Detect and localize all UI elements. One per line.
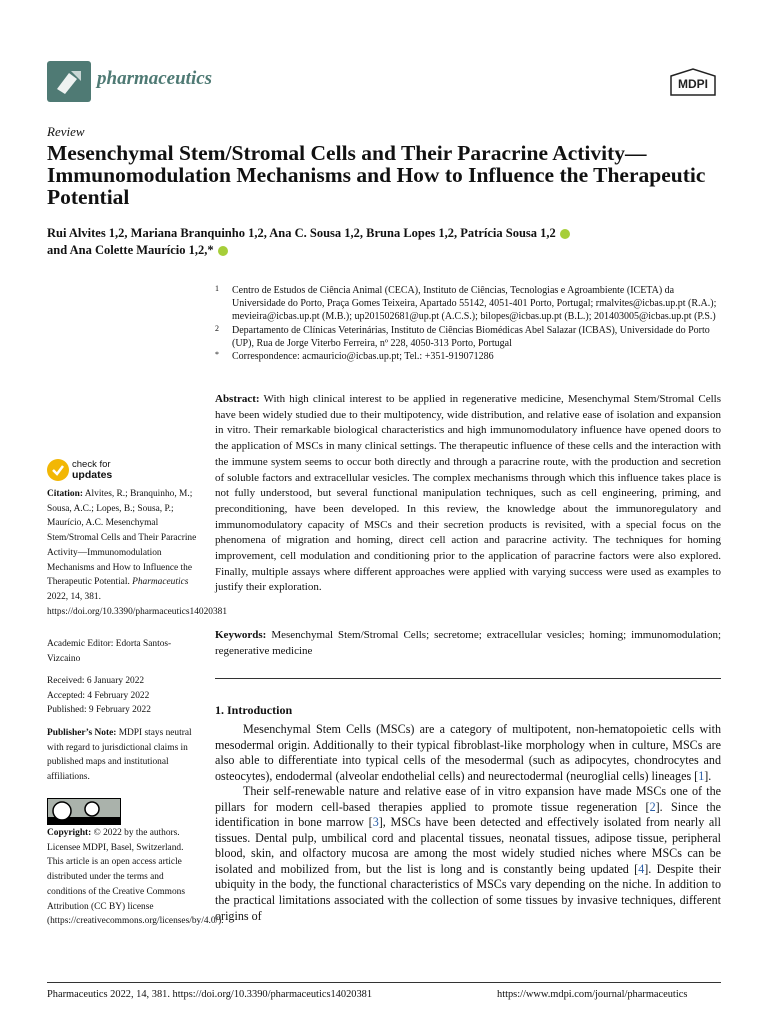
affiliation-text: Correspondence: acmauricio@icbas.up.pt; Tel.: +351-919071286 [232,351,494,363]
affiliation-1 [215,284,725,324]
authors-line-2: and Ana Colette Maurício 1,2,* [47,243,214,257]
orcid-icon[interactable] [218,246,228,256]
affiliation-mark: 2 [215,323,219,333]
citation-text: Alvites, R.; Branquinho, M.; Sousa, A.C.; Lopes, B.; Sousa, P.; Maurício, A.C. Mesenchymal Stem/Stromal Cells and Their Paracrine Activity—Immunomodulation Mechanisms and How to Influence the Therapeutic Potential. [47,489,197,588]
text-run: ], MSCs have been detected and effectively isolated from nearly all tissues. Dental pulp, umbilical cord and placental tissues, neonatal tissues, adipose tissue, peripheral blood, skin, and olfactory mucosa are among the most widely studied niches where MSCs can be isolated and mobilized from, but the list is long and is constantly being updated [ [215,815,721,876]
article-type: Review [47,124,85,139]
mdpi-logo-icon[interactable] [668,68,718,98]
academic-editor: Academic Editor: Edorta Santos-Vizcaino [47,639,172,664]
keywords [215,628,721,659]
section-heading: 1. Introduction [215,703,293,717]
copyright-label: Copyright: [47,828,92,838]
abstract-text: With high clinical interest to be applied in regenerative medicine, Mesenchymal Stem/Stromal Cells have been widely studied due to their multipotency, wide distribution, and relative ease of isolation and expansion in vitro. Their remarkable biological characteristics and high immunomodulatory influence have opened doors to the application of MSCs in many clinical settings. The therapeutic influence of these cells and the interaction with the immune system seems to occur both directly and through a paracrine route, with the production and secretion of soluble factors and extracellular vesicles. The complex mechanisms through which this influence takes place is not fully understood, but several functional manipulation techniques, such as cell engineering, priming, and preconditioning, have been developed. In this review, the knowledge about the immunoregulatory and immunomodulatory capacity of MSCs and their secretion products is revisited, with a special focus on the phenomena of migration and homing, direct cell action and paracrine activity. The techniques for homing improvement, cell modulation and conditioning prior to the application of paracrine factors were also explored. Finally, multiple assays where different approaches were applied with varying success were used as examples to justify their exploration. [215,393,721,594]
reference-link[interactable]: 4 [638,861,645,876]
abstract [215,392,721,596]
journal-name[interactable]: pharmaceutics [97,68,213,89]
affiliation-2 [215,324,725,350]
section-divider [215,678,721,679]
check-for-updates-icon[interactable] [47,459,69,481]
dates-block [47,674,202,718]
received-date: Received: 6 January 2022 [47,676,145,686]
copyright-block [47,826,224,929]
publisher-name: MDPI [678,77,708,91]
keywords-label: Keywords: [215,629,267,641]
journal-logo-icon [47,61,91,102]
citation-journal: Pharmaceutics [132,577,189,588]
authors-line-1: Rui Alvites 1,2, Mariana Branquinho 1,2, Ana C. Sousa 1,2, Bruna Lopes 1,2, Patrícia Sousa 1,2 [47,226,556,240]
paragraph [215,722,721,784]
text-run: ]. Since the identification in bone marrow [ [215,799,721,830]
affiliation-mark: * [215,350,219,360]
citation-block [47,487,228,619]
cc-by-license-icon[interactable] [47,798,121,825]
affiliation-text: Centro de Estudos de Ciência Animal (CECA), Instituto de Ciências, Tecnologias e Agroambiente (ICETA) da Universidade do Porto, Praça Gomes Teixeira, Apartado 55142, 4051-401 Porto, Portugal; rmalvites@icbas.up.pt (R.A.); mevieira@icbas.up.pt (M.B.); up201502681@up.pt (A.C.S.); bilopes@icbas.up.pt (B.L.); 201403005@icbas.up.pt (P.S.) [232,285,717,323]
check-for-updates-label[interactable] [72,460,112,480]
publisher-note-text: MDPI stays neutral with regard to jurisdictional claims in published maps and institutional affiliations. [47,728,192,783]
reference-link[interactable]: 3 [372,815,379,830]
author-list [47,225,727,259]
article-title: Mesenchymal Stem/Stromal Cells and Their Paracrine Activity—Immunomodulation Mechanisms and How to Influence the Therapeutic Potential [47,141,706,209]
reference-link[interactable]: 1 [698,768,705,783]
abstract-label: Abstract: [215,393,260,405]
copyright-text: © 2022 by the authors. Licensee MDPI, Basel, Switzerland. This article is an open access article distributed under the terms and conditions of the Creative Commons Attribution (CC BY) license (https://creativecommons.org/licenses/by/4.0/). [47,828,224,927]
citation-doi[interactable]: 2022, 14, 381. https://doi.org/10.3390/pharmaceutics14020381 [47,591,228,617]
body-text [215,722,721,924]
keywords-text: Mesenchymal Stem/Stromal Cells; secretome; extracellular vesicles; homing; immunomodulation; regenerative medicine [215,629,722,657]
text-run: Their self-renewable nature and relative ease of in vitro expansion have made MSCs one of the pillars for modern cell-based therapies applied to promote tissue regeneration [ [215,784,721,814]
check-updates-line1: check for [72,459,111,470]
publisher-note [47,726,202,785]
check-updates-line2: updates [72,469,113,481]
affiliation-text: Departamento de Clínicas Veterinárias, Instituto de Ciências Biomédicas Abel Salazar (ICBAS), Universidade do Porto (UP), Rua de Jorge Viterbo Ferreira, nº 228, 4050-313 Porto, Portugal [232,324,710,349]
footer-journal-url[interactable]: https://www.mdpi.com/journal/pharmaceutics [497,989,688,1000]
text-run: ]. Despite their ubiquity in the body, the functional characteristics of MSCs vary depending on the niche. In addition to the practical limitations associated with the collection of some tissues by invasive techniques, different origins of [215,861,721,923]
paragraph [215,784,721,924]
orcid-icon[interactable] [560,229,570,239]
footer-citation[interactable]: Pharmaceutics 2022, 14, 381. https://doi.org/10.3390/pharmaceutics14020381 [47,989,373,1000]
footer-divider [47,982,721,983]
text-run: ]. [704,768,712,783]
published-date: Published: 9 February 2022 [47,705,151,716]
affiliations [215,284,725,363]
citation-label: Citation: [47,489,83,499]
accepted-date: Accepted: 4 February 2022 [47,690,150,701]
publisher-note-label: Publisher’s Note: [47,728,117,738]
reference-link[interactable]: 2 [649,799,656,814]
correspondence [215,350,725,363]
affiliation-mark: 1 [215,284,219,293]
text-run: Mesenchymal Stem Cells (MSCs) are a category of multipotent, non-hematopoietic cells with mesodermal origin. Additionally to their typical fibroblast-like morphology when in culture, MSCs are also able to differentiate into typical cells of the mesodermal (such as adipocytes, chondrocytes and osteocytes), endodermal (alveolar endothelial cells) and neurectodermal (neuroglial cells) lineages [ [215,722,721,783]
